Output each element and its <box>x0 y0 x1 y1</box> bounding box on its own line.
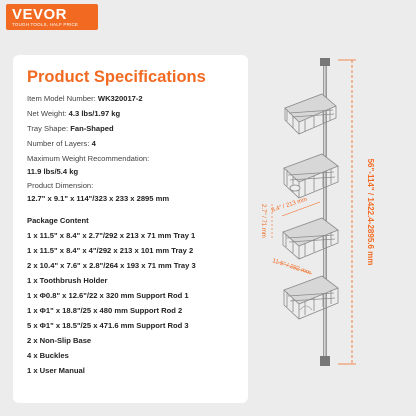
package-title: Package Content <box>27 216 89 225</box>
tray-2 <box>284 154 338 198</box>
width-label: 11.5" / 292 mm <box>271 258 312 277</box>
tray-3 <box>283 218 338 259</box>
package-item: 2 x 10.4" x 7.6" x 2.8"/264 x 193 x 71 mm Tray 3 <box>27 261 196 270</box>
spec-line: Tray Shape: Fan-Shaped <box>27 124 114 133</box>
package-item: 5 x Φ1" x 18.5"/25 x 471.6 mm Support Rod 3 <box>27 321 189 330</box>
package-item: 1 x Φ0.8" x 12.6"/22 x 320 mm Support Rod 1 <box>27 291 189 300</box>
package-item: 4 x Buckles <box>27 351 69 360</box>
page-title: Product Specifications <box>27 68 206 86</box>
spec-line: Number of Layers: 4 <box>27 139 96 148</box>
spec-line: 11.9 lbs/5.4 kg <box>27 167 79 176</box>
bottom-base <box>320 356 330 366</box>
spec-line: Net Weight: 4.3 lbs/1.97 kg <box>27 109 121 118</box>
height-label: 56"-114" / 1422.4-2895.6 mm <box>366 158 375 266</box>
tray-height-label: 2.7" / 71 mm <box>260 204 266 238</box>
tray-1 <box>285 94 336 134</box>
spec-line: 12.7" x 9.1" x 114"/323 x 233 x 2895 mm <box>27 194 170 203</box>
package-item: 1 x Φ1" x 18.8"/25 x 480 mm Support Rod 2 <box>27 306 183 315</box>
spec-line: Item Model Number: WK320017-2 <box>27 94 143 103</box>
package-item: 1 x 11.5" x 8.4" x 2.7"/292 x 213 x 71 mm Tray 1 <box>27 231 196 240</box>
depth-label: 8.4" / 213 mm <box>270 196 308 214</box>
tray-4 <box>284 276 338 319</box>
package-item: 1 x 11.5" x 8.4" x 4"/292 x 213 x 101 mm Tray 2 <box>27 246 194 255</box>
logo-brand: VEVOR <box>12 6 68 23</box>
logo-tagline: TOUGH TOOLS, HALF PRICE <box>12 22 79 27</box>
package-item: 2 x Non-Slip Base <box>27 336 92 345</box>
top-cap <box>320 58 330 66</box>
spec-line: Product Dimension: <box>27 181 94 190</box>
package-item: 1 x Toothbrush Holder <box>27 276 108 285</box>
package-item: 1 x User Manual <box>27 366 85 375</box>
spec-line: Maximum Weight Recommendation: <box>27 154 150 163</box>
height-dimension <box>338 60 356 364</box>
